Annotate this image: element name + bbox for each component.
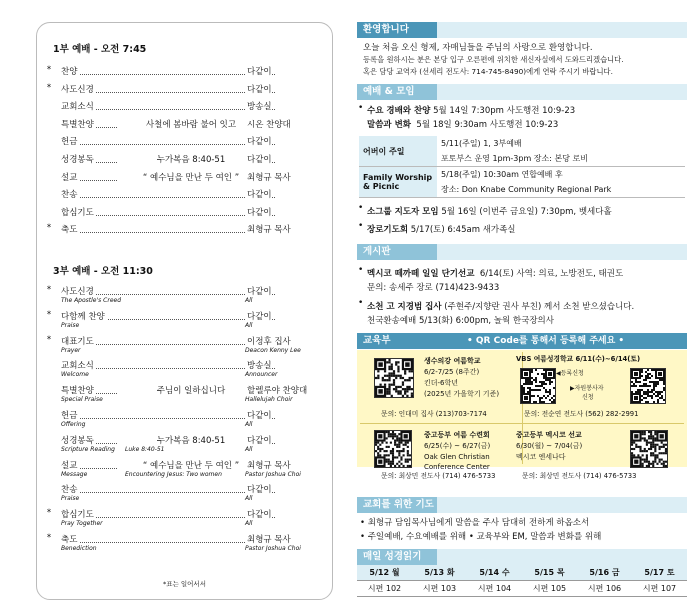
- event-key: 어버이 주일: [359, 136, 437, 167]
- order-label: 성경봉독: [61, 155, 94, 165]
- stand-marker: *: [46, 285, 52, 295]
- reading-day: 5/16 금: [577, 565, 632, 581]
- service1-title: 1부 예배 - 오전 7:45: [53, 44, 147, 55]
- event-value: 장소: Don Knabe Community Regional Park: [437, 182, 685, 198]
- order-leader: 방송실: [247, 361, 272, 372]
- order-detail: “ 예수님을 만난 두 여인 ”: [117, 171, 265, 183]
- stand-marker: *: [46, 334, 52, 345]
- edu-item-contact: 문의: 최상민 전도사 (714) 476-5733: [522, 472, 637, 480]
- order-leader-english: All: [245, 297, 253, 304]
- reading-day: 5/14 수: [467, 565, 522, 581]
- order-label: 축도: [61, 225, 78, 236]
- order-leader: 최형규 목사: [247, 172, 291, 183]
- edu-item-title: 중고등부 멕시코 선교: [516, 431, 582, 439]
- order-leader: 최형규 목사: [247, 460, 291, 471]
- stand-marker: *: [46, 82, 52, 93]
- welcome-line2: 등록을 원하시는 분은 본당 입구 오른편에 위치한 새신자실에서 도와드리겠습니다.: [363, 55, 624, 64]
- reading-passage: 시편 107: [632, 581, 687, 597]
- welcome-line1: 오늘 처음 오신 형제, 자매님들을 주님의 사랑으로 환영합니다.: [363, 43, 593, 53]
- bullet-dot: •: [358, 298, 364, 308]
- order-label: 특별찬양: [61, 119, 94, 130]
- order-label: 축도: [61, 535, 78, 545]
- order-leader: 다같이: [247, 411, 272, 421]
- mexico-mission: 멕시코 떼까떼 일일 단기선교 6/14(토) 사역: 의료, 노방전도, 태권도: [367, 269, 624, 279]
- order-label: 대표기도: [61, 336, 94, 347]
- order-row: [45, 223, 327, 239]
- order-row: [45, 459, 327, 483]
- qr-code-icon[interactable]: [630, 368, 666, 404]
- order-leader-english: All: [245, 421, 253, 428]
- reading-passage: 시편 104: [467, 581, 522, 597]
- order-leader: 다같이: [247, 207, 272, 218]
- edu-item-detail: Conference Center: [424, 463, 490, 471]
- notice-header-band: [437, 244, 687, 260]
- bullet-dot: •: [358, 221, 364, 231]
- stand-marker: *: [46, 223, 52, 234]
- order-label: 헌금: [61, 137, 78, 148]
- edu-item-detail: 신청: [582, 394, 594, 401]
- order-row: [45, 434, 327, 458]
- order-label-english: The Apostle's Creed: [61, 297, 122, 304]
- order-row: [45, 483, 327, 507]
- order-label: 합심기도: [61, 207, 94, 218]
- leader-dots: [61, 542, 275, 543]
- reading-passage: 시편 102: [357, 581, 412, 597]
- order-label-english: Message: [61, 470, 88, 478]
- order-label-english: Pray Together: [61, 520, 103, 528]
- event-row: [359, 136, 685, 151]
- order-label: 특별찬양: [61, 386, 94, 397]
- order-leader: 방송실: [247, 102, 272, 113]
- order-row: [45, 83, 327, 99]
- qr-code-icon[interactable]: [520, 368, 556, 404]
- reading-passage: 시편 106: [577, 581, 632, 597]
- order-leader-english: All: [245, 445, 253, 453]
- order-leader-english: Pastor Joshua Choi: [245, 470, 301, 478]
- order-leader: 최형규 목사: [247, 535, 291, 545]
- stand-marker: *: [46, 65, 52, 75]
- order-label: 찬송: [61, 485, 78, 496]
- qr-divider-h: [360, 423, 684, 424]
- order-leader: 다같이: [247, 190, 272, 201]
- edu-item-detail: Oak Glen Christian: [424, 453, 490, 461]
- notice-header: 게시판: [357, 244, 437, 260]
- order-label: 사도신경: [61, 287, 94, 297]
- edu-item-detail: 킨더-6학년: [424, 379, 459, 387]
- reading-day: 5/12 월: [357, 565, 412, 581]
- order-leader-english: Pastor Joshua Choi: [245, 545, 301, 552]
- order-row: [45, 188, 327, 204]
- qr-note: • QR Code를 통해서 등록해 주세요 •: [467, 336, 625, 346]
- leader-dots: [61, 418, 275, 419]
- order-label-english: Offering: [61, 421, 86, 428]
- order-leader-english: All: [245, 520, 253, 528]
- order-label: 설교: [61, 460, 78, 471]
- education-header: 교육부: [357, 333, 437, 349]
- order-leader-english: Announcer: [245, 371, 278, 379]
- bullet-dot: •: [358, 203, 364, 213]
- events-table: [359, 136, 685, 198]
- order-leader: 다같이: [247, 435, 272, 446]
- welcome-line3: 혹은 담당 교역자 (선세리 전도사: 714-745-8490)에게 연락 주시기 바랍니다.: [363, 67, 613, 76]
- order-row: [45, 409, 327, 433]
- order-detail: 주님이 일하십니다: [117, 384, 265, 396]
- order-detail-english: Encountering Jesus: Two women: [125, 470, 222, 478]
- event-row: [359, 167, 685, 183]
- bullet-dot: •: [358, 265, 364, 275]
- event-value: 5/18(주일) 10:30am 연합예배 후: [441, 170, 563, 179]
- edu-item-title: 생수의강 여름학교: [424, 357, 481, 365]
- edu-item-contact: 문의: 인대미 집사 (213)703-7174: [381, 410, 487, 418]
- order-leader: 다같이: [247, 155, 272, 165]
- order-label: 찬양: [61, 67, 78, 77]
- reading-day: 5/15 목: [522, 565, 577, 581]
- order-leader: 다같이: [247, 84, 272, 95]
- stand-marker: *: [46, 309, 52, 320]
- order-leader-english: Hallelujah Choir: [245, 396, 293, 404]
- order-row: [45, 533, 327, 557]
- reading-header-band: [437, 549, 687, 565]
- reading-day: 5/13 화: [412, 565, 467, 581]
- qr-note-band: [437, 333, 687, 349]
- edu-item-detail: 6/2-7/25 (8주간): [424, 368, 480, 376]
- order-leader-english: All: [245, 321, 253, 329]
- order-leader-english: All: [245, 495, 253, 503]
- leader-dots: [61, 74, 275, 75]
- edu-item-title: 중고등부 여름 수련회: [424, 431, 490, 439]
- edu-item-title: VBS 여름성경학교 6/11(수)~6/14(토): [516, 355, 641, 363]
- order-label: 교회소식: [61, 361, 94, 372]
- order-row: [45, 310, 327, 334]
- reading-header: 매일 성경읽기: [357, 549, 437, 565]
- order-row: [45, 359, 327, 383]
- order-row: [45, 153, 327, 169]
- edu-item-contact: 문의: 최상민 전도사 (714) 476-5733: [381, 472, 496, 480]
- order-row: [45, 171, 327, 187]
- order-leader: 다같이: [247, 485, 272, 496]
- order-leader: 다같이: [247, 67, 272, 77]
- leader-dots: [61, 144, 275, 145]
- order-detail: “ 예수님을 만난 두 여인 ”: [117, 459, 265, 471]
- worship-header-band: [437, 84, 687, 100]
- order-label-english: Welcome: [61, 371, 89, 379]
- funeral-service: 천국환송예배 5/13(화) 6:00pm, 놀웍 한국장의사: [367, 316, 554, 326]
- order-row: [45, 65, 327, 81]
- worship-order-panel: [36, 22, 333, 600]
- order-label: 성경봉독: [61, 435, 94, 446]
- small-group-meeting: 소그룹 지도자 모임 5월 16일 (이번주 금요일) 7:30pm, 벳세다홀: [367, 207, 612, 217]
- wednesday-worship: 수요 경배와 찬양 5월 14일 7:30pm 사도행전 10:9-23: [367, 106, 576, 116]
- order-leader-english: Deacon Kenny Lee: [245, 346, 301, 354]
- edu-item-detail: 6/25(수) ~ 6/27(금): [424, 442, 491, 450]
- leader-dots: [61, 492, 275, 493]
- standing-footnote: *표는 일어서서: [163, 580, 206, 588]
- order-leader: 시온 찬양대: [247, 119, 291, 130]
- order-detail: 사철에 봄바람 불어 잇고: [117, 118, 265, 130]
- order-detail: 누가복음 8:40-51: [117, 153, 265, 165]
- edu-item-contact: 문의: 전순연 전도사 (562) 282-2991: [524, 410, 639, 418]
- welcome-header: 환영합니다: [357, 22, 437, 38]
- welcome-header-band: [437, 22, 687, 38]
- stand-marker: *: [46, 508, 52, 519]
- order-row: [45, 100, 327, 116]
- order-label-english: Benediction: [61, 545, 97, 552]
- edu-item-detail: 멕시코 엔세나다: [516, 453, 566, 461]
- order-row: [45, 135, 327, 151]
- reading-table: [357, 565, 687, 597]
- prayer-header: 교회를 위한 기도: [357, 497, 437, 513]
- word-and-change: 말씀과 변화 5월 18일 9:30am 사도행전 10:9-23: [367, 120, 559, 130]
- order-label: 사도신경: [61, 84, 94, 95]
- order-label: 헌금: [61, 411, 78, 421]
- stand-marker: *: [46, 533, 52, 543]
- elders-prayer: 장로기도회 5/17(토) 6:45am 새가족실: [367, 225, 516, 235]
- qr-code-icon[interactable]: [374, 358, 414, 398]
- reading-passage: 시편 105: [522, 581, 577, 597]
- order-leader: 이정후 집사: [247, 336, 291, 347]
- order-row: [45, 335, 327, 359]
- service3-title: 3부 예배 - 오전 11:30: [53, 266, 153, 277]
- edu-item-detail: ▶자원봉사자: [570, 385, 604, 392]
- order-label: 찬송: [61, 190, 78, 201]
- order-row: [45, 206, 327, 222]
- order-detail-english: Luke 8:40-51: [125, 445, 165, 453]
- reading-passage: 시편 103: [412, 581, 467, 597]
- order-detail: 누가복음 8:40-51: [117, 434, 265, 446]
- order-label: 설교: [61, 172, 78, 183]
- order-row: [45, 384, 327, 408]
- prayer-line2: • 주일예배, 수요예배를 위해 • 교육부와 EM, 말씀과 변화를 위해: [360, 532, 602, 542]
- order-leader: 다같이: [247, 510, 272, 521]
- event-value: 포토부스 운영 1pm-3pm 장소: 본당 로비: [437, 151, 685, 167]
- order-label-english: Prayer: [61, 346, 81, 354]
- event-value: 5/11(주일) 1, 3부예배: [441, 138, 522, 148]
- edu-item-detail: 6/30(월) ~ 7/04(금): [516, 442, 583, 450]
- reading-day: 5/17 토: [632, 565, 687, 581]
- order-row: [45, 508, 327, 532]
- order-leader: 다같이: [247, 137, 272, 148]
- event-key: Family Worship & Picnic: [359, 167, 437, 198]
- qr-code-icon[interactable]: [630, 430, 668, 468]
- order-leader: 최형규 목사: [247, 225, 291, 236]
- order-row: [45, 285, 327, 309]
- funeral-notice: 소천 고 지경범 집사 (주현주/지향란 권사 부친) 께서 소천 받으셨습니다.: [367, 302, 635, 312]
- prayer-header-band: [437, 497, 687, 513]
- order-leader: 다같이: [247, 287, 272, 297]
- order-label: 합심기도: [61, 510, 94, 521]
- order-label-english: Praise: [61, 321, 80, 329]
- order-label: 다함께 찬양: [61, 311, 105, 322]
- order-label-english: Praise: [61, 495, 80, 503]
- edu-item-detail: ◀등록신청: [556, 370, 584, 377]
- leader-dots: [61, 197, 275, 198]
- order-label-english: Special Praise: [61, 396, 103, 404]
- prayer-line1: • 최형규 담임목사님에게 말씀을 주사 담대히 전하게 하옵소서: [360, 518, 590, 528]
- leader-dots: [61, 232, 275, 233]
- order-label: 교회소식: [61, 102, 94, 113]
- order-leader: 할렐루야 찬양대: [247, 386, 308, 397]
- bullet-dot: •: [358, 103, 364, 113]
- worship-header: 예배 & 모임: [357, 84, 437, 100]
- order-leader: 다같이: [247, 311, 272, 322]
- qr-code-icon[interactable]: [374, 430, 412, 468]
- order-label-english: Scripture Reading: [61, 445, 115, 453]
- mexico-contact: 문의: 송세주 장로 (714)423-9433: [367, 283, 500, 293]
- order-row: [45, 118, 327, 134]
- edu-item-detail: (2025년 가을학기 기준): [424, 390, 500, 398]
